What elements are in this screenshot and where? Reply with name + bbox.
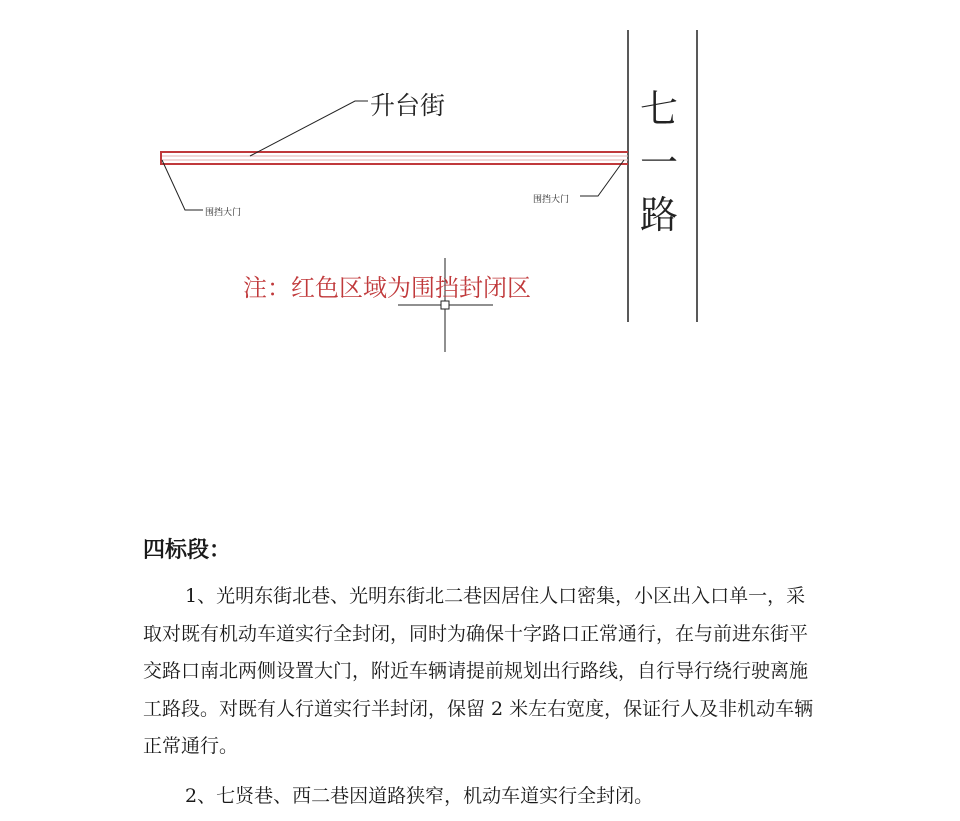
cross-road-name-char: 路 [640, 193, 679, 237]
section-heading: 四标段： [143, 538, 232, 563]
gate-label-right: 围挡大门 [533, 195, 570, 205]
paragraph-2 [143, 778, 843, 816]
road-name-leader [250, 101, 368, 156]
paragraph-line: 取对既有机动车道实行全封闭，同时为确保十字路口正常通行，在与前进东街平 [143, 622, 809, 645]
diagram-note: 注：红色区域为围挡封闭区 [243, 274, 531, 302]
paragraph-line: 正常通行。 [143, 735, 239, 757]
paragraph-line: 交路口南北两侧设置大门，附近车辆请提前规划出行路线，自行导行绕行驶离施 [143, 660, 809, 682]
paragraph-line: 工路段。对既有人行道实行半封闭，保留 2 米左右宽度，保证行人及非机动车辆 [143, 697, 814, 720]
cross-road-name-char: 七 [640, 87, 679, 131]
paragraph-1 [143, 578, 843, 766]
gate-leader-right [580, 160, 624, 196]
paragraph-line: 2、七贤巷、西二巷因道路狭窄，机动车道实行全封闭。 [185, 785, 654, 807]
closure-zone [160, 152, 628, 164]
gate-leader-left [162, 160, 203, 210]
gate-label-left: 围挡大门 [205, 208, 242, 218]
paragraph-line: 1、光明东街北巷、光明东街北二巷因居住人口密集，小区出入口单一，采 [185, 585, 806, 607]
cross-road-name-char: 一 [640, 141, 679, 185]
road-name-label: 升台街 [370, 91, 446, 120]
